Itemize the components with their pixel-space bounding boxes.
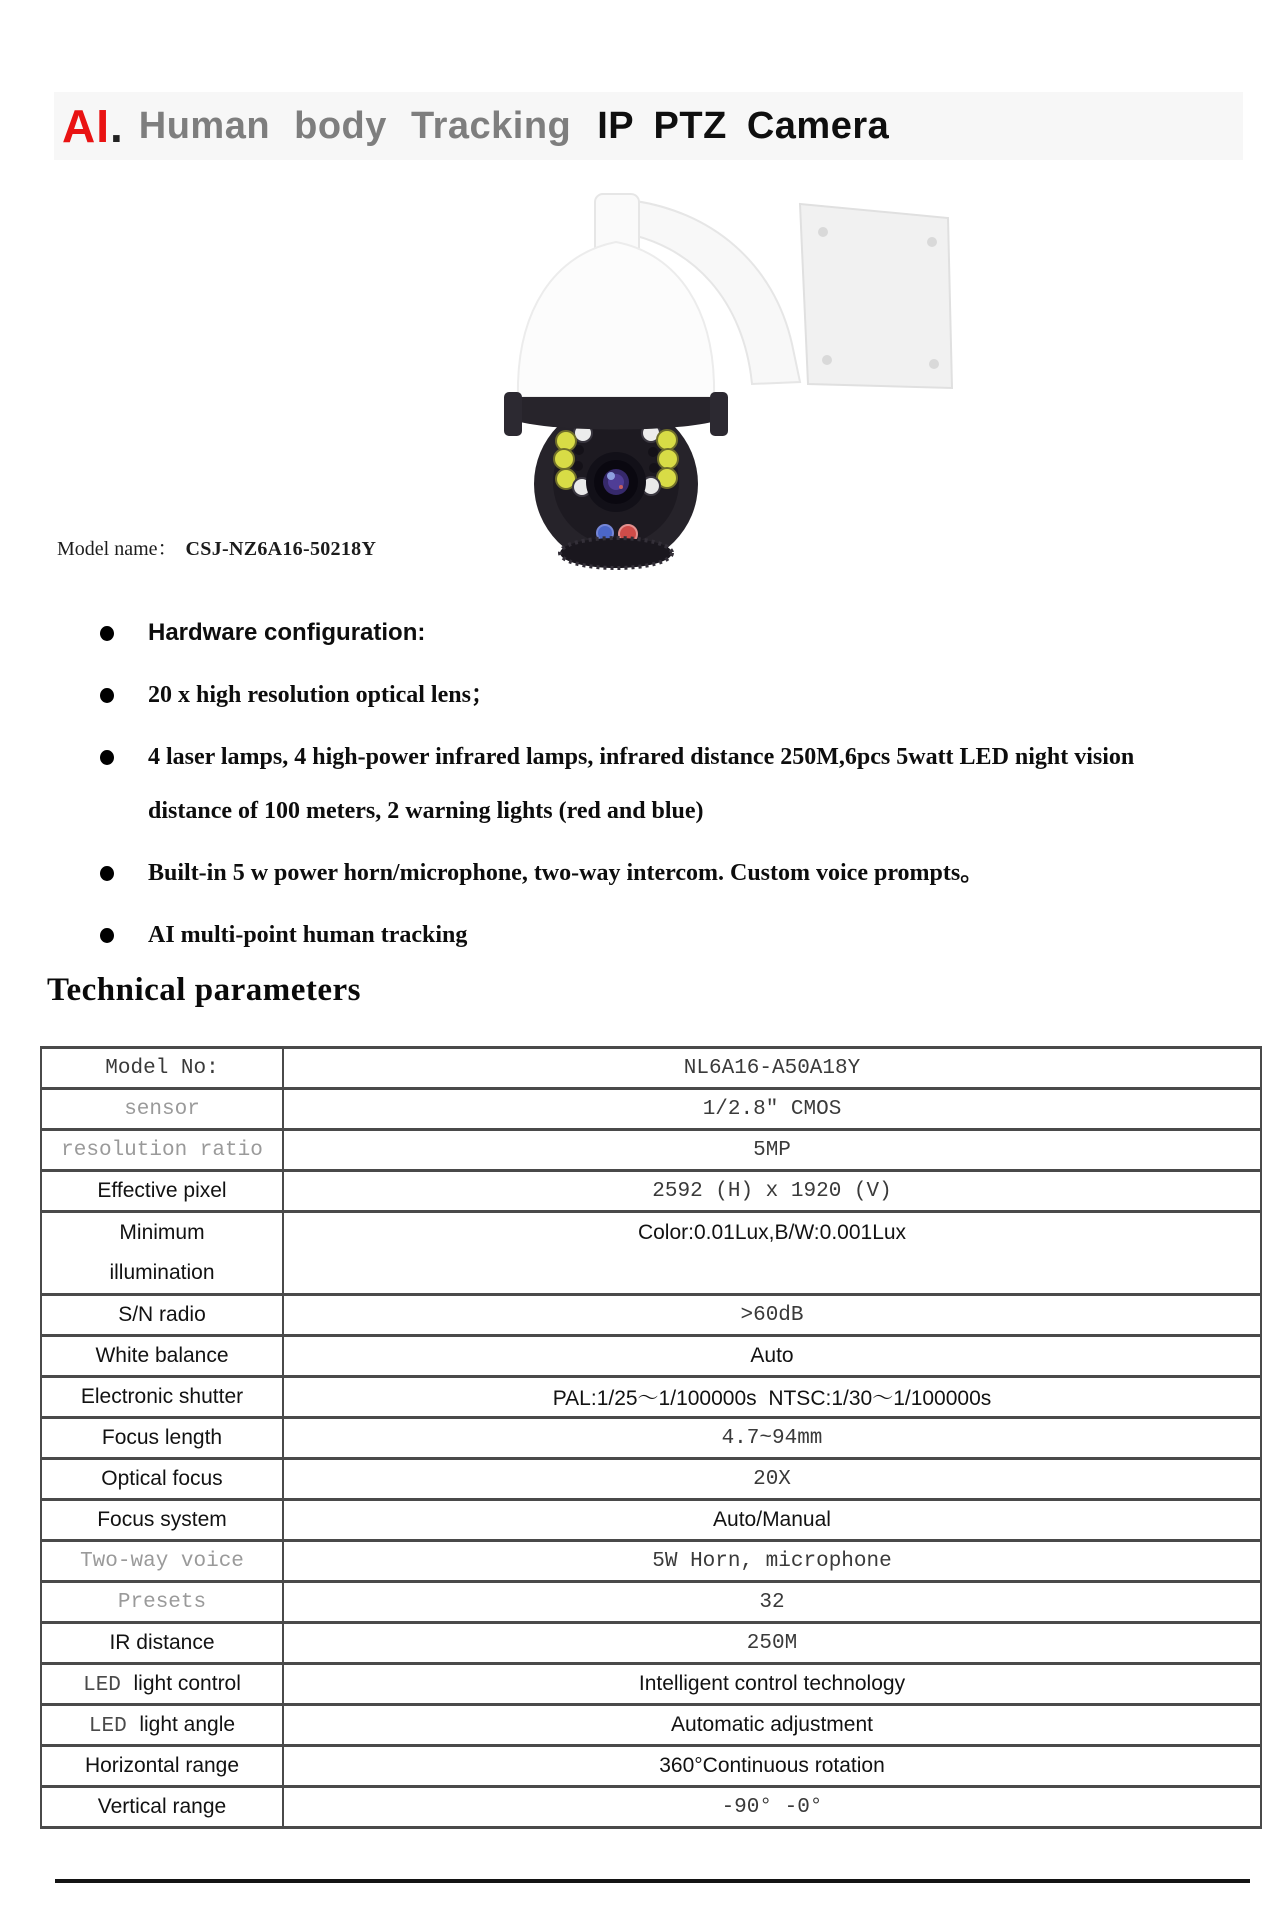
spec-label: White balance [41, 1336, 283, 1377]
spec-value: 360°Continuous rotation [283, 1746, 1261, 1787]
spec-label: Electronic shutter [41, 1377, 283, 1418]
spec-label: S/N radio [41, 1295, 283, 1336]
spec-value: 4.7~94mm [283, 1418, 1261, 1459]
spec-value: 20X [283, 1459, 1261, 1500]
spec-row [41, 1746, 1261, 1787]
spec-value: 32 [283, 1582, 1261, 1623]
spec-label: sensor [41, 1089, 283, 1130]
spec-row [41, 1418, 1261, 1459]
title-dot: . [110, 100, 123, 152]
camera-collar [504, 392, 728, 436]
spec-row [41, 1705, 1261, 1746]
model-name-label: Model name： [57, 538, 178, 560]
spec-row [41, 1787, 1261, 1828]
spec-value: 2592 (H) x 1920 (V) [283, 1171, 1261, 1212]
spec-label: Model No: [41, 1048, 283, 1089]
title-banner [54, 92, 1243, 160]
spec-row [41, 1664, 1261, 1705]
feature-list [100, 606, 1190, 970]
spec-label: Focus length [41, 1418, 283, 1459]
spec-value: Color:0.01Lux,B/W:0.001Lux [283, 1212, 1261, 1295]
spec-label: Optical focus [41, 1459, 283, 1500]
ptz-camera-illustration [500, 192, 970, 572]
spec-table-body [41, 1048, 1261, 1828]
model-name-line [57, 532, 376, 561]
spec-label-line: illumination [109, 1261, 215, 1284]
spec-value: Auto [283, 1336, 1261, 1377]
spec-value: NL6A16-A50A18Y [283, 1048, 1261, 1089]
spec-row [41, 1130, 1261, 1171]
spec-value: >60dB [283, 1295, 1261, 1336]
spec-row [41, 1623, 1261, 1664]
spec-row [41, 1336, 1261, 1377]
spec-value: 250M [283, 1623, 1261, 1664]
spec-label: Horizontal range [41, 1746, 283, 1787]
spec-value: Intelligent control technology [283, 1664, 1261, 1705]
spec-row [41, 1048, 1261, 1089]
feature-item: 4 laser lamps, 4 high-power infrared lamps, infrared distance 250M,6pcs 5watt LED night vision distance of 100 meters, 2 warning lights (red and blue) [100, 730, 1190, 838]
spec-label: resolution ratio [41, 1130, 283, 1171]
spec-value: 1/2.8″ CMOS [283, 1089, 1261, 1130]
feature-item: Hardware configuration: [100, 606, 1190, 660]
title-middle: Human body Tracking [138, 104, 572, 147]
spec-label-line: Minimum [119, 1221, 205, 1244]
product-photo [500, 192, 970, 572]
spec-row [41, 1541, 1261, 1582]
section-title: Technical parameters [47, 972, 361, 1008]
spec-value: -90° -0° [283, 1787, 1261, 1828]
spec-row [41, 1212, 1261, 1295]
feature-item: AI multi-point human tracking [100, 908, 1190, 962]
spec-table [40, 1046, 1262, 1829]
spec-value: 5MP [283, 1130, 1261, 1171]
spec-label: Two-way voice [41, 1541, 283, 1582]
wall-mount-plate [800, 204, 952, 388]
title-product: IP PTZ Camera [597, 104, 890, 147]
spec-label: LED light control [41, 1664, 283, 1705]
spec-label-prefix: LED [88, 1714, 140, 1738]
title-accent: AI [62, 100, 110, 152]
feature-item: Built-in 5 w power horn/microphone, two-way intercom. Custom voice prompts。 [100, 846, 1190, 900]
spec-label-prefix: LED [83, 1673, 134, 1697]
footer-rule [55, 1879, 1250, 1883]
spec-label: Focus system [41, 1500, 283, 1541]
spec-row [41, 1171, 1261, 1212]
spec-value: 5W Horn, microphone [283, 1541, 1261, 1582]
spec-label: Presets [41, 1582, 283, 1623]
spec-row [41, 1459, 1261, 1500]
spec-row [41, 1500, 1261, 1541]
spec-value: Auto/Manual [283, 1500, 1261, 1541]
spec-row [41, 1089, 1261, 1130]
spec-row [41, 1295, 1261, 1336]
model-name-value: CSJ-NZ6A16-50218Y [185, 538, 377, 560]
spec-row [41, 1377, 1261, 1418]
spec-row [41, 1582, 1261, 1623]
feature-item: 20 x high resolution optical lens； [100, 668, 1190, 722]
spec-value: Automatic adjustment [283, 1705, 1261, 1746]
spec-label: Effective pixel [41, 1171, 283, 1212]
camera-lens [586, 452, 646, 512]
spec-label: Vertical range [41, 1787, 283, 1828]
spec-label: IR distance [41, 1623, 283, 1664]
spec-value: PAL:1/25～1/100000s NTSC:1/30～1/100000s [283, 1377, 1261, 1418]
spec-label: LED light angle [41, 1705, 283, 1746]
camera-dome [518, 242, 714, 397]
spec-label [41, 1212, 283, 1295]
